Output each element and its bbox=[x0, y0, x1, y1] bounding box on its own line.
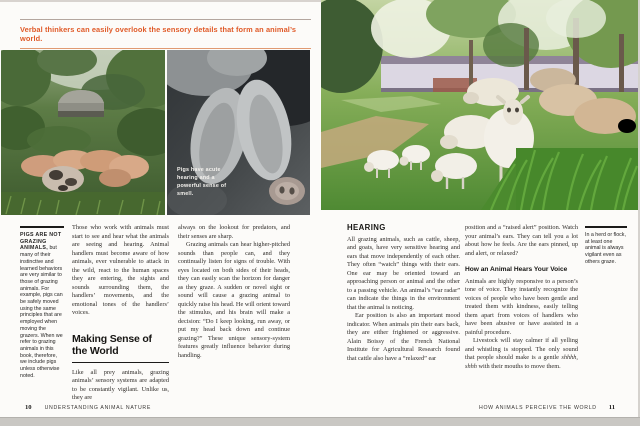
pig-closeup-photo bbox=[167, 50, 310, 215]
sheep-flock-photo bbox=[321, 0, 638, 210]
left-col1-paragraph-1: Those who work with animals must start to see and hear what the animals are seeing and hearing. Animal handlers must become aware of how animals, ever vulnerable to attack in the wild, react to the human spaces they are entering, the sights and sounds surrounding them, the handlers’ movements, and the emotional tones of the handlers’ voices. bbox=[72, 224, 169, 316]
voice-heading: How an Animal Hears Your Voice bbox=[465, 266, 568, 273]
scan-edge-bottom bbox=[0, 417, 640, 426]
right-running-head: HOW ANIMALS PERCEIVE THE WORLD bbox=[479, 405, 597, 411]
right-page-number: 11 bbox=[608, 404, 615, 411]
right-note-rule bbox=[585, 226, 627, 228]
hearing-heading: HEARING bbox=[347, 223, 386, 232]
left-margin-note bbox=[20, 226, 64, 379]
left-page-column-1 bbox=[72, 224, 169, 403]
left-running-head: UNDERSTANDING ANIMAL NATURE bbox=[44, 405, 152, 411]
right-page-column-2 bbox=[465, 224, 578, 371]
scan-edge-top bbox=[0, 0, 321, 2]
left-page-column-2 bbox=[178, 224, 290, 360]
right-note-body: In a herd or flock, at least one animal is always vigilant even as others graze. bbox=[585, 232, 626, 265]
para3-lead: Livestock will stay calmer if all yelling and whistling is stopped. The only sound that people should make is a gentle bbox=[465, 337, 578, 361]
para3-italic: shhhh, shhh bbox=[465, 354, 578, 370]
banner-bottom-rule bbox=[20, 48, 311, 49]
pig-photo-caption: Pigs have acute hearing and a powerful sense of smell. bbox=[177, 167, 227, 197]
left-page-number: 10 bbox=[25, 404, 32, 411]
left-note-lead: PIGS ARE NOT GRAZING ANIMALS, bbox=[20, 232, 62, 252]
left-col2-paragraph-2: Grazing animals can hear higher-pitched sounds than people can, and they continually listen for signs of trouble. With eyes located on both sides of their heads, they can easily scan the horizon for danger as they graze. A sudden or novel sight or sound will cause a grazing animal to quickly raise his head. He will orient toward the stimulus, and his brain will make a decision: “Do I keep looking, run away, or put my head back down and continue grazing?” These unique sensory-system features greatly influence behavior during handling. bbox=[178, 241, 290, 359]
pull-quote-text: Verbal thinkers can easily overlook the sensory details that form an animal’s world. bbox=[20, 25, 297, 43]
banner-top-rule bbox=[20, 19, 311, 20]
right-page-footer bbox=[479, 404, 615, 411]
right-col2-paragraph-2: Animals are highly responsive to a person’s tone of voice. They instantly recognize the voices of people who have been gentle and treated them with kindness, easily telling them apart from voices of handlers who have been abusive or have assisted in a painful procedure. bbox=[465, 277, 578, 336]
left-col2-paragraph-1: always on the lookout for predators, and their senses are sharp. bbox=[178, 224, 290, 240]
section-heading-making-sense: Making Sense of the World bbox=[72, 333, 169, 363]
right-col2-paragraph-3 bbox=[465, 337, 578, 371]
pigs-pasture-photo bbox=[1, 50, 165, 215]
pull-quote-banner bbox=[20, 19, 311, 49]
right-col2-paragraph-1: position and a “raised alert” position. Watch your animal’s ears. They can tell you a lot about how he feels. Are the ears pinned, up and alert, or relaxed? bbox=[465, 224, 578, 257]
right-page-column-1 bbox=[347, 224, 460, 363]
left-col1-paragraph-2: Like all prey animals, grazing animals’ sensory systems are adapted to be constantly vigilant. Unlike us, they are bbox=[72, 368, 169, 401]
para3-tail: with their mouths to move them. bbox=[476, 362, 561, 370]
right-col1-paragraph-2: Ear position is also an important mood indicator. When animals pin their ears back, they are either frightened or aggressive. Alain Boissy of the French National Institute for Agricultural Research found that cattle also have a “relaxed” ear bbox=[347, 312, 460, 362]
right-margin-note bbox=[585, 226, 627, 266]
left-note-body: but many of their instinctive and learned behaviors are very similar to those of grazing animals. For example, pigs can be safely moved using the same principles that are employed when moving the grazers. When we refer to grazing animals in this book, therefore, we include pigs unless otherwise noted. bbox=[20, 245, 63, 379]
right-col1-paragraph-1: All grazing animals, such as cattle, sheep, and goats, have very sensitive hearing and ears that move independently of each other. They often “watch” things with their ears. One ear may be oriented toward an approaching person or animal and the other to a passing vehicle. An animal’s “ear radar” can indicate the things in the environment that the animal is noticing. bbox=[347, 235, 460, 311]
left-page-footer bbox=[25, 404, 151, 411]
left-note-rule bbox=[20, 226, 64, 228]
